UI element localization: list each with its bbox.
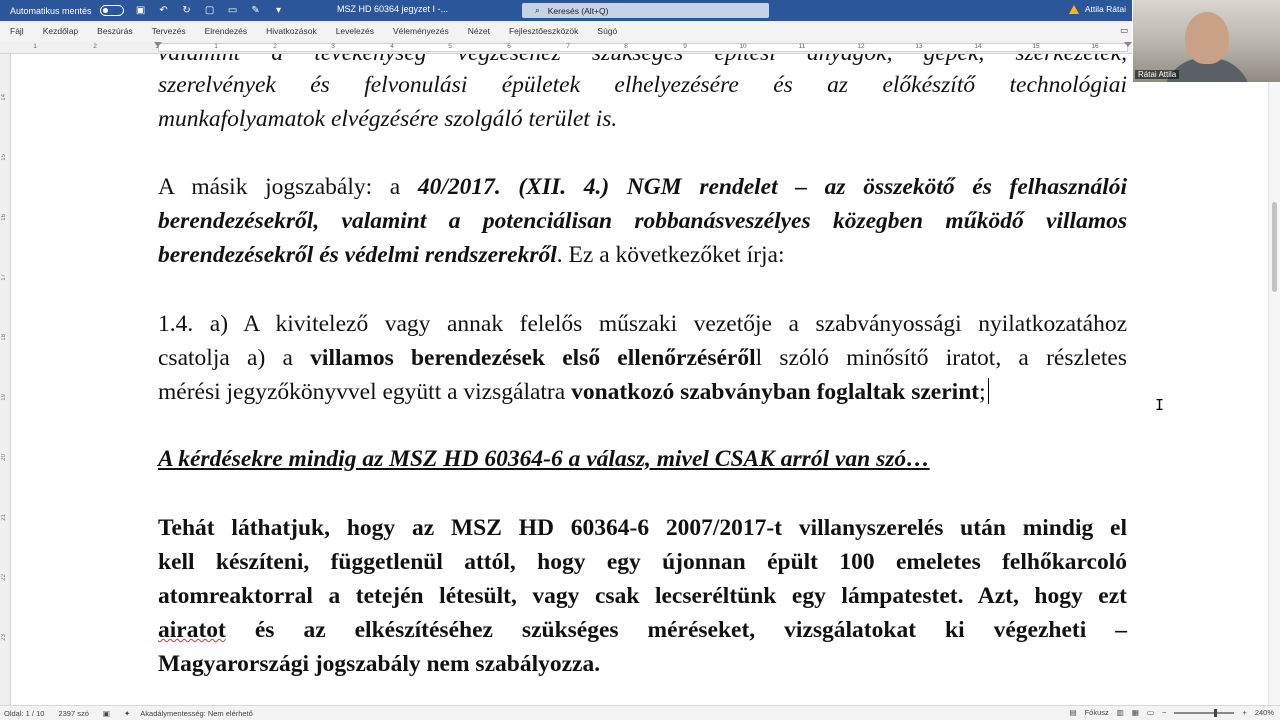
search-placeholder: Keresés (Alt+Q) xyxy=(547,5,609,16)
tab-help[interactable]: Súgó xyxy=(597,26,618,36)
text-run-bold: és az elkészítéséhez szükséges méréseket, vizsgálatokat ki végezheti – xyxy=(254,617,1127,643)
vruler-tick: 22 xyxy=(1,574,7,581)
text-run-bold: villamos berendezések első ellenőrzéséről xyxy=(310,345,756,371)
ruler-tick: 14 xyxy=(974,43,982,50)
ruler-tick: 4 xyxy=(390,43,394,50)
doc-line xyxy=(158,341,1127,375)
warning-icon[interactable] xyxy=(1069,5,1079,14)
save-icon[interactable]: ▣ xyxy=(135,5,146,16)
search-box[interactable] xyxy=(522,3,769,18)
autosave-toggle[interactable] xyxy=(100,5,124,16)
text-cursor xyxy=(988,378,989,404)
customize-icon[interactable]: ▾ xyxy=(276,5,282,16)
read-mode-icon[interactable]: ▥ xyxy=(1116,708,1124,717)
ruler-tick: 2 xyxy=(93,43,97,50)
ruler-tick: 1 xyxy=(155,43,159,50)
scrollbar-thumb[interactable] xyxy=(1272,202,1277,292)
ruler-tick: 2 xyxy=(273,43,277,50)
vruler-tick: 16 xyxy=(1,214,7,221)
status-bar xyxy=(0,705,1280,720)
text-run-bold-italic: berendezésekről és védelmi rendszerekről xyxy=(158,242,557,268)
ruler-tick: 6 xyxy=(507,43,511,50)
doc-line: Tehát láthatjuk, hogy az MSZ HD 60364-6 2007/2017-t villanyszerelés után mindig el xyxy=(158,515,1127,541)
ruler-tick: 11 xyxy=(798,43,806,50)
doc-line xyxy=(158,375,1127,409)
draw-icon[interactable]: ✎ xyxy=(251,5,260,16)
ribbon-tabs xyxy=(0,21,1132,41)
text-run-bold-italic: 40/2017. (XII. 4.) NGM rendelet – az összekötő és felhasználói xyxy=(417,174,1128,200)
ruler-tick: 7 xyxy=(566,43,570,50)
tab-file[interactable]: Fájl xyxy=(10,26,24,36)
ruler-tick: 16 xyxy=(1091,43,1099,50)
doc-line: atomreaktorral a tetején létesült, vagy csak lecseréltünk egy lámpatestet. Azt, hogy ezt xyxy=(158,583,1127,609)
text-run: A másik jogszabály: a xyxy=(158,174,401,200)
document-title[interactable]: MSZ HD 60364 jegyzet I -... xyxy=(337,4,449,14)
text-run-bold: vonatkozó szabványban foglaltak szerint xyxy=(571,379,980,405)
tab-layout[interactable]: Elrendezés xyxy=(204,26,248,36)
ruler-tick: 1 xyxy=(214,43,218,50)
zoom-in-icon[interactable]: + xyxy=(1242,708,1247,717)
webcam-name-label: Rátai Attila xyxy=(1135,70,1179,79)
print-layout-icon[interactable]: ▦ xyxy=(1131,708,1139,717)
vruler-tick: 18 xyxy=(1,334,7,341)
ruler-tick: 1 xyxy=(33,43,37,50)
doc-line xyxy=(158,170,1127,204)
autosave-label: Automatikus mentés xyxy=(10,5,92,16)
tab-review[interactable]: Véleményezés xyxy=(392,26,449,36)
ruler-tick: 10 xyxy=(739,43,747,50)
open-icon[interactable]: ▭ xyxy=(227,5,238,16)
web-layout-icon[interactable]: ▭ xyxy=(1146,708,1155,717)
tab-developer[interactable]: Fejlesztőeszközök xyxy=(508,26,579,36)
ruler-tick: 9 xyxy=(683,43,687,50)
vruler-tick: 23 xyxy=(1,634,7,641)
word-count[interactable]: 2397 szó xyxy=(58,708,89,718)
person-head xyxy=(1185,12,1229,64)
horizontal-ruler[interactable] xyxy=(0,41,1132,54)
undo-icon[interactable]: ↶ xyxy=(159,5,168,16)
redo-icon[interactable]: ↻ xyxy=(182,5,191,16)
vruler-tick: 20 xyxy=(1,454,7,461)
ruler-tick: 12 xyxy=(857,43,865,50)
zoom-slider[interactable] xyxy=(1174,712,1234,714)
ruler-tick: 15 xyxy=(1032,43,1040,50)
text-run: ; xyxy=(979,379,986,405)
focus-icon[interactable]: ▤ xyxy=(1069,708,1077,717)
right-indent-marker[interactable] xyxy=(1124,42,1132,47)
text-run: mérési jegyzőkönyvvel együtt a vizsgálatra xyxy=(158,379,566,405)
doc-line: munkafolyamatok elvégzésére szolgáló terület is. xyxy=(158,106,618,132)
proofing-icon[interactable]: ▣ xyxy=(102,708,110,718)
ruler-tick: 3 xyxy=(331,43,335,50)
doc-heading-line: A kérdésekre mindig az MSZ HD 60364-6 a válasz, mivel CSAK arról van szó… xyxy=(158,446,930,472)
doc-line: szerelvények és felvonulási épületek elhelyezésére és az előkészítő technológiai xyxy=(158,72,1127,98)
vruler-tick: 21 xyxy=(1,514,7,521)
mouse-ibeam-cursor: I xyxy=(1155,396,1165,414)
user-name[interactable]: Attila Rátai xyxy=(1084,4,1126,14)
doc-line: Magyarországi jogszabály nem szabályozza. xyxy=(158,651,601,677)
text-run: csatolja a) a xyxy=(158,345,293,371)
vruler-tick: 19 xyxy=(1,394,7,401)
ruler-tick: 5 xyxy=(448,43,452,50)
spelling-error-word[interactable]: airatot xyxy=(158,617,226,643)
doc-line: kell készíteni, függetlenül attól, hogy egy újonnan épült 100 emeletes felhőkarcoló xyxy=(158,549,1127,575)
zoom-level[interactable]: 240% xyxy=(1254,708,1274,717)
vertical-ruler[interactable] xyxy=(0,54,11,705)
doc-line xyxy=(158,613,1127,647)
accessibility-status[interactable]: Akadálymentesség: Nem elérhető xyxy=(140,708,253,718)
doc-line: 1.4. a) A kivitelező vagy annak felelős műszaki vezetője a szabványossági nyilatkozatához xyxy=(158,311,1127,337)
title-bar xyxy=(0,0,1132,21)
focus-label[interactable]: Fókusz xyxy=(1084,708,1109,717)
text-run: . Ez a következőket írja: xyxy=(556,242,785,268)
webcam-overlay xyxy=(1133,0,1280,82)
ruler-tick: 8 xyxy=(624,43,628,50)
vertical-scrollbar[interactable] xyxy=(1268,82,1280,705)
tab-mailings[interactable]: Levelezés xyxy=(335,26,374,36)
tab-references[interactable]: Hivatkozások xyxy=(266,26,317,36)
ruler-text-area xyxy=(158,43,1128,52)
accessibility-icon[interactable]: ✦ xyxy=(124,708,131,718)
search-icon: ⌕ xyxy=(535,5,540,15)
tab-design[interactable]: Tervezés xyxy=(151,26,186,36)
page-count[interactable]: Oldal: 1 / 10 xyxy=(4,708,45,718)
zoom-out-icon[interactable]: − xyxy=(1162,708,1167,717)
ruler-tick: 13 xyxy=(915,43,923,50)
comments-icon[interactable]: ▭ xyxy=(1119,25,1128,35)
text-run: l szóló minősítő iratot, a részletes xyxy=(755,345,1127,371)
tab-insert[interactable]: Beszúrás xyxy=(97,26,133,36)
doc-line: berendezésekről, valamint a potenciálisan robbanásveszélyes közegben működő villamos xyxy=(158,208,1127,234)
tab-home[interactable]: Kezdőlap xyxy=(42,26,79,36)
new-doc-icon[interactable]: ▢ xyxy=(204,5,215,16)
vruler-tick: 14 xyxy=(1,94,7,101)
tab-view[interactable]: Nézet xyxy=(467,26,490,36)
vruler-tick: 15 xyxy=(1,154,7,161)
vruler-tick: 17 xyxy=(1,274,7,281)
doc-line xyxy=(158,238,1127,272)
